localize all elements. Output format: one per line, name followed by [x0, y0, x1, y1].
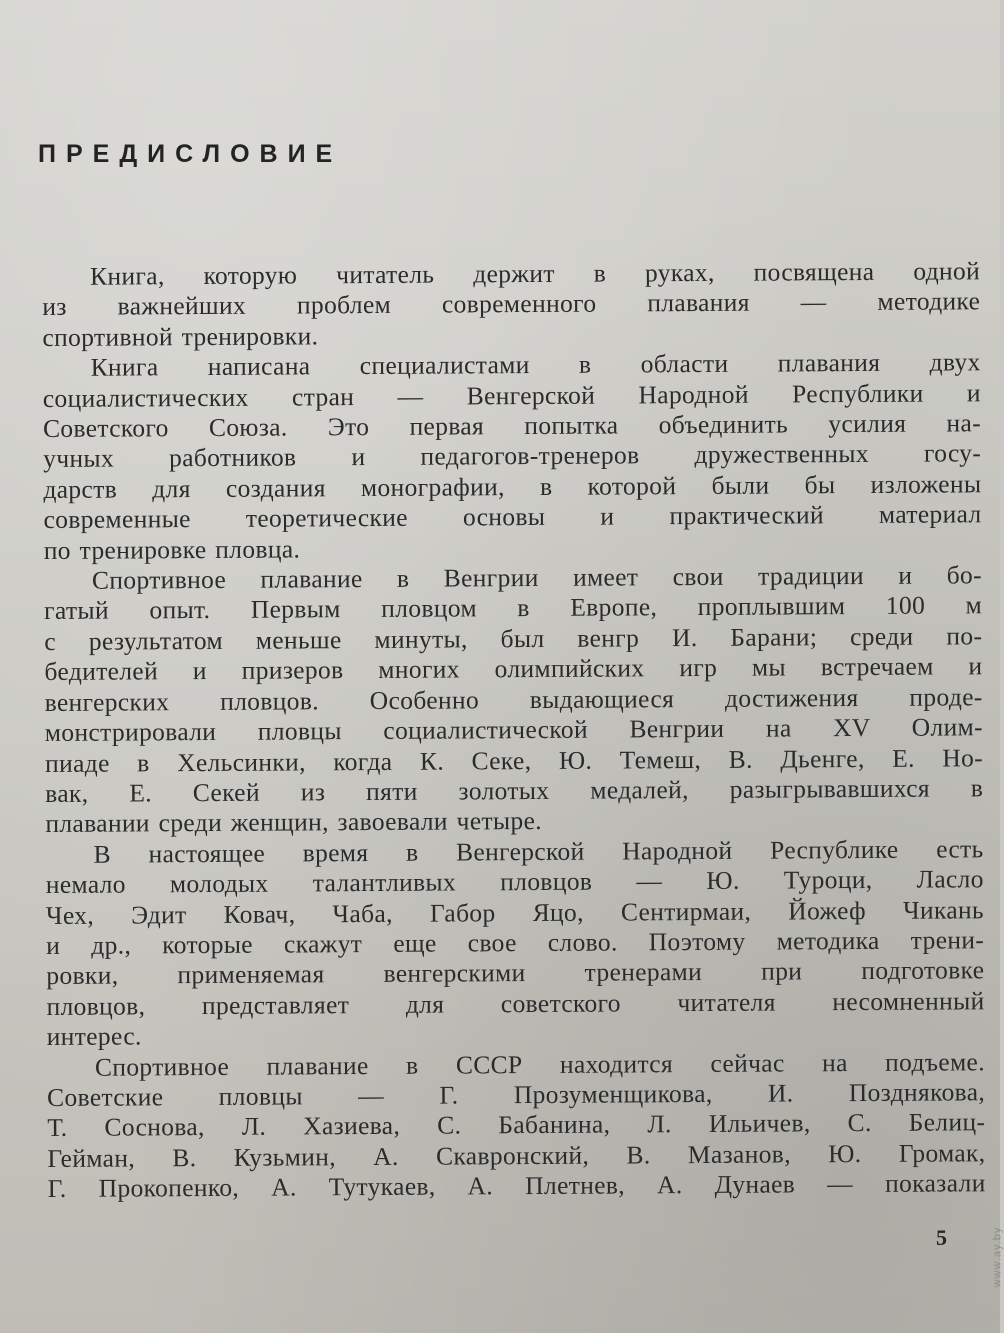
- paragraph: [43, 347, 982, 566]
- page-number: 5: [936, 1225, 947, 1250]
- paragraph: [44, 560, 984, 839]
- text-line: гатый опыт. Первым пловцом в Европе, проплывшим 100 м: [44, 590, 983, 626]
- chapter-heading: ПРЕДИСЛОВИЕ: [38, 140, 343, 168]
- text-line: спортивной тренировки.: [42, 321, 319, 352]
- text-line: Книга, которую читатель держит в руках, посвящена одной: [89, 256, 981, 291]
- body-text: [42, 256, 986, 1204]
- text-line: современные теоретические основы и практический материал: [43, 499, 982, 535]
- text-line: монстрировали пловцы социалистической Венгрии на XV Олим-: [44, 712, 983, 748]
- text-line: В настоящее время в Венгерской Народной Республике есть: [93, 833, 984, 869]
- text-line: плавании среди женщин, завоевали четыре.: [45, 806, 543, 839]
- text-line: Гейман, В. Кузьмин, А. Скавронский, В. Мазанов, Ю. Громак,: [47, 1138, 986, 1173]
- text-line: по тренировке пловца.: [43, 534, 301, 565]
- text-line: социалистических стран — Венгерской Народной Республики и: [42, 377, 981, 413]
- text-line: Советские пловцы — Г. Прозуменщикова, И. Позднякова,: [47, 1077, 986, 1112]
- text-line: Спортивное плавание в Венгрии имеет свои традиции и бо-: [91, 560, 983, 595]
- paragraph: [46, 834, 985, 1053]
- text-line: и др., которые скажут еще свое слово. Поэтому методика трени-: [46, 925, 985, 960]
- text-line: венгерских пловцов. Особенно выдающиеся достижения проде-: [44, 681, 983, 717]
- text-line: интерес.: [46, 1021, 142, 1052]
- text-line: Книга написана специалистами в области плавания двух: [90, 347, 981, 382]
- text-line: вак, Е. Секей из пяти золотых медалей, разыгрывавшихся в: [45, 773, 984, 808]
- watermark: www.ay.by: [991, 1226, 1004, 1288]
- paragraph: [47, 1047, 986, 1205]
- text-line: с результатом меньше минуты, был венгр И. Барани; среди по-: [44, 621, 983, 656]
- text-line: пиаде в Хельсинки, когда К. Секе, Ю. Темеш, В. Дьенге, Е. Но-: [44, 742, 984, 778]
- text-line: дарств для создания монографии, в которой были бы изложены: [43, 469, 982, 504]
- text-line: бедителей и призеров многих олимпийских игр мы встречаем и: [44, 651, 983, 687]
- text-line: Советского Союза. Это первая попытка объединить усилия на-: [42, 408, 982, 444]
- text-line: Т. Соснова, Л. Хазиева, С. Бабанина, Л. Ильичев, С. Белиц-: [47, 1107, 986, 1143]
- text-line: учных работников и педагогов-тренеров дружественных госу-: [43, 438, 982, 474]
- text-line: Г. Прокопенко, А. Тутукаев, А. Плетнев, А. Дунаев — показали: [47, 1168, 986, 1204]
- text-line: ровки, применяемая венгерскими тренерами при подготовке: [46, 955, 985, 991]
- text-line: Спортивное плавание в СССР находится сейчас на подъеме.: [94, 1046, 985, 1082]
- text-line: немало молодых талантливых пловцов — Ю. Туроци, Ласло: [45, 864, 984, 900]
- text-line: Чех, Эдит Ковач, Чаба, Габор Яцо, Сентирмаи, Йожеф Чикань: [45, 894, 985, 930]
- text-line: из важнейших проблем современного плавания — методике: [42, 286, 981, 322]
- text-line: пловцов, представляет для советского читателя несомненный: [46, 986, 985, 1021]
- paragraph: [42, 256, 981, 353]
